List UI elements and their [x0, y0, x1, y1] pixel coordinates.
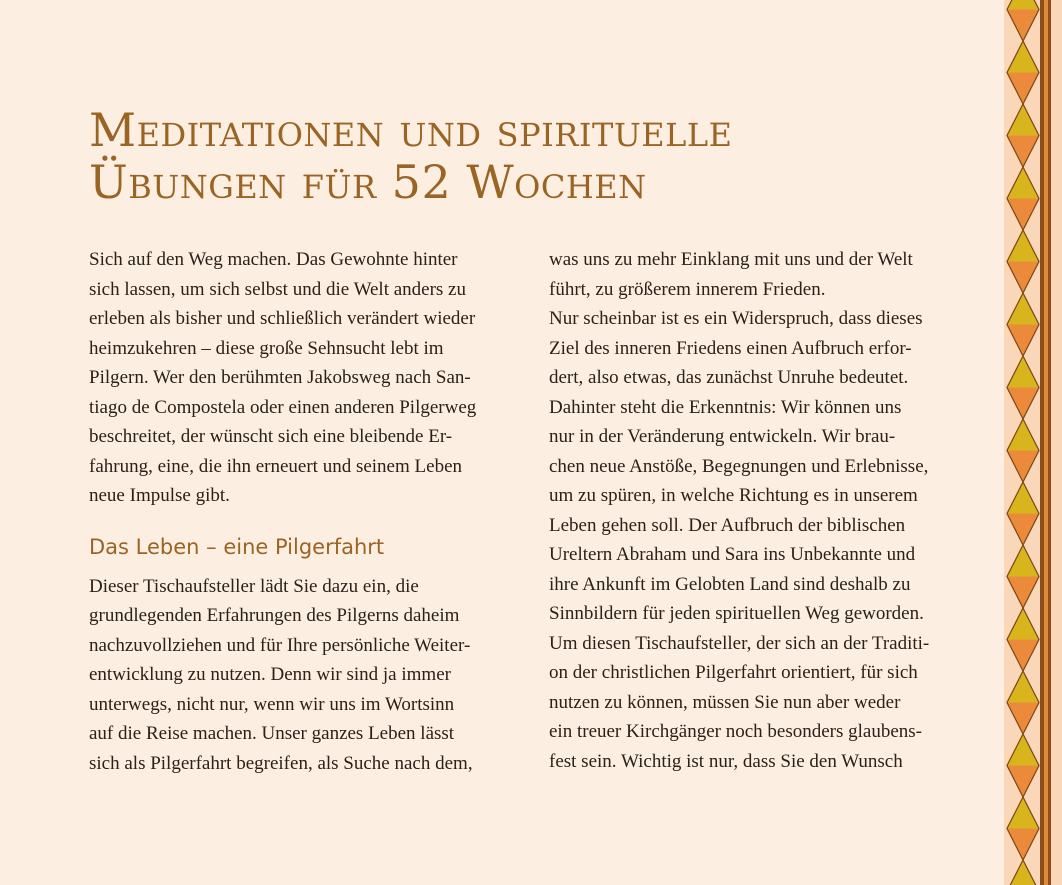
right-column: [549, 245, 989, 776]
text-line: nachzuvollziehen und für Ihre persönliche Weiter-: [89, 634, 471, 656]
text-line: Ziel des inneren Friedens einen Aufbruch erfor-: [549, 337, 912, 359]
title-line: Übungen für 52 Wochen: [89, 155, 647, 209]
text-line: unterwegs, nicht nur, wenn wir uns im Wortsinn: [89, 693, 455, 715]
text-line: Dahinter steht die Erkenntnis: Wir können uns: [549, 396, 902, 418]
text-line: Um diesen Tischaufsteller, der sich an der Traditi-: [549, 632, 930, 654]
text-line: nur in der Veränderung entwickeln. Wir brau-: [549, 426, 896, 447]
text-line: Sich auf den Weg machen. Das Gewohnte hinter: [89, 249, 458, 270]
border-stripe: [1051, 0, 1062, 885]
text-line: was uns zu mehr Einklang mit uns und der Welt: [549, 249, 913, 270]
text-line: Sinnbildern für jeden spirituellen Weg geworden.: [549, 603, 924, 624]
text-line: sich als Pilgerfahrt begreifen, als Suche nach dem,: [89, 752, 473, 774]
text-line: tiago de Compostela oder einen anderen Pilgerweg: [89, 396, 477, 418]
text-line: Nur scheinbar ist es ein Widerspruch, dass dieses: [549, 308, 923, 329]
text-line: ihre Ankunft im Gelobten Land sind deshalb zu: [549, 573, 911, 595]
text-line: Dieser Tischaufsteller lädt Sie dazu ein, die: [89, 575, 419, 597]
text-line: on der christlichen Pilgerfahrt orientiert, für sich: [549, 662, 918, 683]
intro-paragraph: [89, 245, 529, 511]
text-line: ein treuer Kirchgänger noch besonders glaubens-: [549, 721, 922, 742]
text-line: erleben als bisher und schließlich verändert wieder: [89, 308, 476, 329]
text-line: um zu spüren, in welche Richtung es in unserem: [549, 485, 918, 506]
text-line: fest sein. Wichtig ist nur, dass Sie den Wunsch: [549, 750, 903, 772]
text-line: nutzen zu können, müssen Sie nun aber weder: [549, 691, 901, 713]
text-line: dert, also etwas, das zunächst Unruhe bedeutet.: [549, 367, 909, 388]
section-subheading: Das Leben – eine Pilgerfahrt: [89, 534, 385, 559]
text-line: heimzukehren – diese große Sehnsucht lebt im: [89, 337, 444, 359]
text-line: Pilgern. Wer den berühmten Jakobsweg nach San-: [89, 367, 471, 388]
text-line: sich lassen, um sich selbst und die Welt anders zu: [89, 278, 466, 300]
diamond-upper: [1007, 0, 1039, 10]
text-line: grundlegenden Erfahrungen des Pilgerns daheim: [89, 605, 460, 626]
text-line: chen neue Anstöße, Begegnungen und Erlebnisse,: [549, 455, 929, 477]
text-line: auf die Reise machen. Unser ganzes Leben lässt: [89, 723, 455, 744]
diamond-pattern-border-icon: [1004, 0, 1062, 885]
border-stripe: [1040, 0, 1044, 885]
title-line: Meditationen und spirituelle: [89, 103, 733, 157]
border-stripe: [1044, 0, 1048, 885]
border-stripe: [1048, 0, 1051, 885]
text-line: Ureltern Abraham und Sara ins Unbekannte und: [549, 544, 916, 565]
right-paragraph: [549, 245, 989, 776]
section-paragraph: [89, 572, 529, 779]
text-line: entwicklung zu nutzen. Denn wir sind ja immer: [89, 664, 451, 685]
text-line: neue Impulse gibt.: [89, 485, 230, 506]
text-line: beschreitet, der wünscht sich eine bleibende Er-: [89, 426, 453, 447]
left-column: [89, 245, 529, 778]
text-line: Leben gehen soll. Der Aufbruch der biblischen: [549, 514, 906, 536]
text-line: fahrung, eine, die ihn erneuert und seinem Leben: [89, 455, 462, 477]
page-title: [89, 104, 733, 208]
text-line: führt, zu größerem innerem Frieden.: [549, 278, 826, 300]
